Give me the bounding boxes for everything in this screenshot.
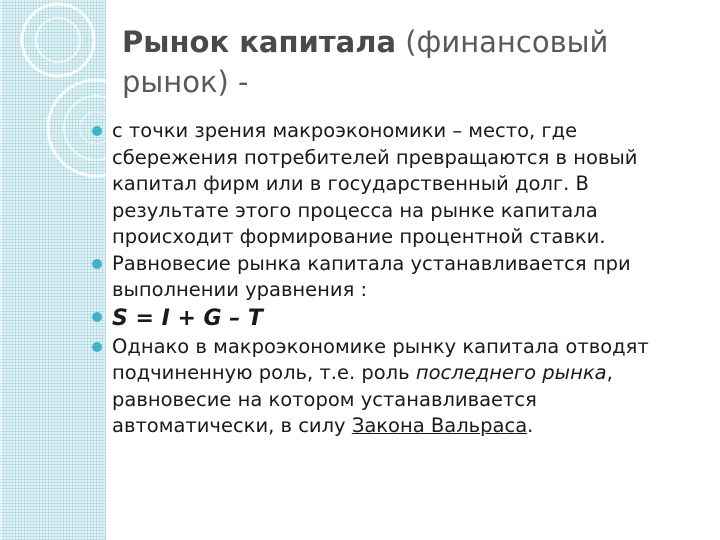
bullet-dot-icon — [92, 126, 102, 136]
bullet-text-equilibrium: Равновесие рынка капитала устанавливается при выполнении уравнения : — [112, 251, 631, 301]
bullet-item-walras — [90, 334, 702, 440]
walras-text-part1: Однако в макроэкономике рынку капитала отводят подчиненную роль, т.е. роль — [112, 334, 649, 384]
walras-text-part2: , равновесие на котором устанавливается автоматически, в силу — [112, 361, 613, 437]
slide-title — [122, 22, 702, 102]
title-bold: Рынок капитала — [122, 25, 397, 59]
walras-text-italic: последнего рынка — [415, 361, 607, 384]
bullet-item-definition — [90, 118, 702, 251]
bullet-dot-icon — [92, 259, 102, 269]
formula-text: S = I + G – T — [112, 305, 263, 331]
bullet-item-formula — [90, 304, 702, 334]
bullet-dot-icon — [92, 312, 102, 322]
bullet-list — [90, 118, 702, 440]
bullet-dot-icon — [92, 342, 102, 352]
bullet-text-definition: с точки зрения макроэкономики – место, где сбережения потребителей превращаются в новый капитал фирм или в государственный долг. В результате этого процесса на рынке капитала происходит формирование процентной ставки. — [112, 119, 638, 248]
walras-text-end: . — [527, 414, 534, 437]
walras-law-link[interactable]: Закона Вальраса — [351, 414, 528, 437]
bullet-item-equilibrium — [90, 251, 702, 304]
title-rest: (финансовый рынок) - — [122, 25, 609, 99]
